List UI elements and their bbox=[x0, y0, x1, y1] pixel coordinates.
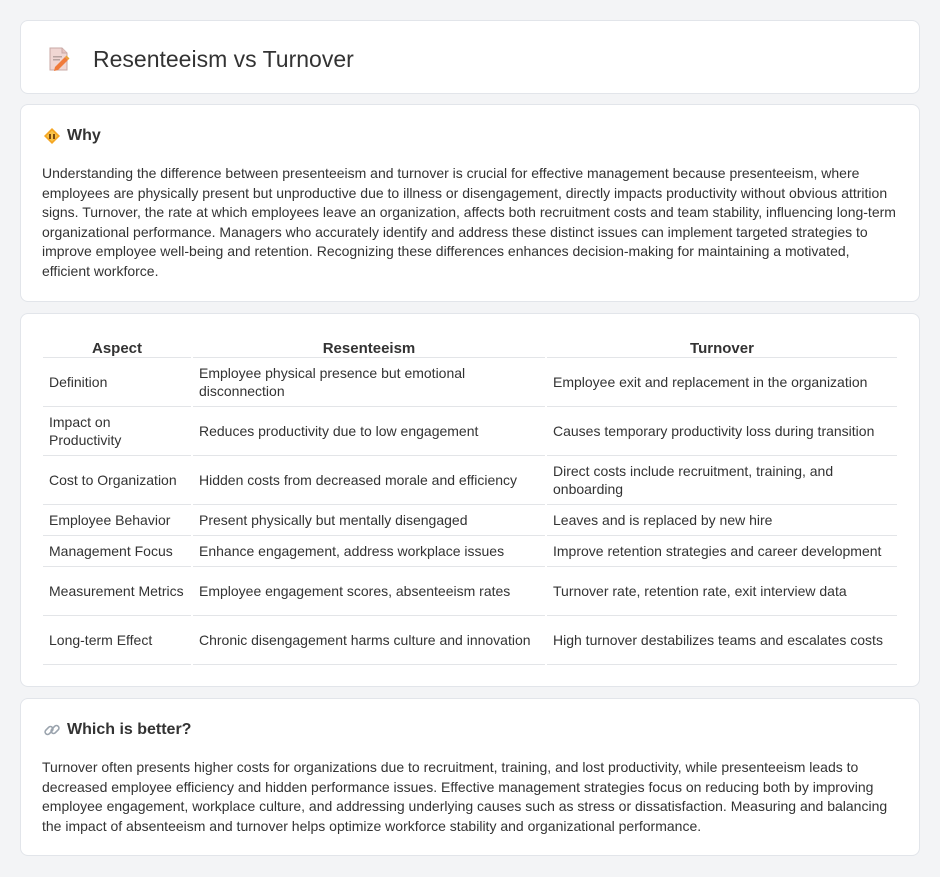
header-aspect: Aspect bbox=[43, 334, 191, 358]
table-row bbox=[43, 407, 897, 456]
comparison-table-card bbox=[20, 313, 920, 687]
page-title: Resenteeism vs Turnover bbox=[93, 45, 354, 72]
row-resenteeism: Employee physical presence but emotional disconnection bbox=[193, 358, 545, 407]
header-card bbox=[20, 20, 920, 94]
row-aspect: Cost to Organization bbox=[43, 456, 191, 505]
diamond-warning-icon bbox=[43, 127, 61, 145]
row-aspect: Long-term Effect bbox=[43, 616, 191, 665]
why-card bbox=[20, 104, 920, 302]
row-aspect: Management Focus bbox=[43, 536, 191, 567]
header-turnover: Turnover bbox=[547, 334, 897, 358]
why-body: Understanding the difference between presenteeism and turnover is crucial for effective management because presenteeism, where employees are physically present but unproductive due to illness or disengagement, directly impacts productivity without obvious attrition signs. Turnover, the rate at which employees leave an organization, affects both recruitment costs and team stability, influencing long-term organizational performance. Managers who accurately identify and address these distinct issues can implement targeted strategies to improve employee well-being and retention. Recognizing these differences enhances decision-making for maintaining a motivated, efficient workforce. bbox=[42, 165, 896, 279]
row-resenteeism: Reduces productivity due to low engagement bbox=[193, 407, 545, 456]
better-body: Turnover often presents higher costs for organizations due to recruitment, training, and lost productivity, while presenteeism leads to decreased employee efficiency and hidden performance issues. Effective management strategies focus on reducing both by improving employee engagement, workplace culture, and addressing underlying causes such as stress or dissatisfaction. Measuring and balancing the impact of absenteeism and turnover helps optimize workforce stability and organizational performance. bbox=[42, 759, 888, 834]
row-resenteeism: Hidden costs from decreased morale and efficiency bbox=[193, 456, 545, 505]
row-turnover: Improve retention strategies and career development bbox=[547, 536, 897, 567]
why-heading: Why bbox=[67, 127, 101, 144]
row-turnover: Turnover rate, retention rate, exit interview data bbox=[547, 567, 897, 616]
row-resenteeism: Employee engagement scores, absenteeism rates bbox=[193, 567, 545, 616]
row-turnover: High turnover destabilizes teams and escalates costs bbox=[547, 616, 897, 665]
row-turnover: Employee exit and replacement in the organization bbox=[547, 358, 897, 407]
row-resenteeism: Chronic disengagement harms culture and innovation bbox=[193, 616, 545, 665]
row-resenteeism: Enhance engagement, address workplace issues bbox=[193, 536, 545, 567]
comparison-table bbox=[41, 334, 899, 665]
row-aspect: Definition bbox=[43, 358, 191, 407]
document-edit-icon bbox=[45, 45, 73, 73]
title-row bbox=[45, 45, 354, 73]
table-row bbox=[43, 536, 897, 567]
row-aspect: Impact on Productivity bbox=[43, 407, 191, 456]
why-heading-row bbox=[43, 127, 101, 145]
table-row bbox=[43, 567, 897, 616]
row-resenteeism: Present physically but mentally disengaged bbox=[193, 505, 545, 536]
row-turnover: Leaves and is replaced by new hire bbox=[547, 505, 897, 536]
link-icon bbox=[43, 721, 61, 739]
better-heading-row bbox=[43, 721, 191, 739]
which-better-card bbox=[20, 698, 920, 856]
table-row bbox=[43, 505, 897, 536]
row-turnover: Direct costs include recruitment, training, and onboarding bbox=[547, 456, 897, 505]
row-turnover: Causes temporary productivity loss during transition bbox=[547, 407, 897, 456]
table-row bbox=[43, 616, 897, 665]
table-row bbox=[43, 456, 897, 505]
row-aspect: Employee Behavior bbox=[43, 505, 191, 536]
header-resenteeism: Resenteeism bbox=[193, 334, 545, 358]
table-row bbox=[43, 358, 897, 407]
table-header-row bbox=[43, 334, 897, 358]
better-heading: Which is better? bbox=[67, 721, 192, 738]
row-aspect: Measurement Metrics bbox=[43, 567, 191, 616]
